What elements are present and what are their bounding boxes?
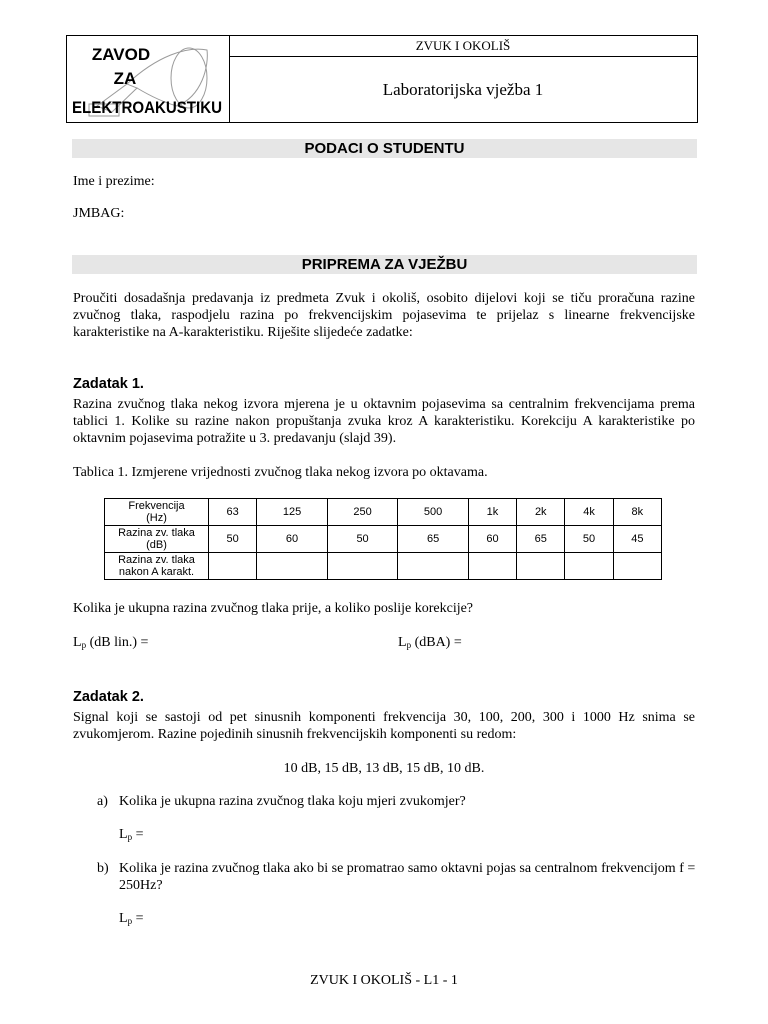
levels-line: 10 dB, 15 dB, 13 dB, 15 dB, 10 dB. [283, 761, 485, 776]
answer-cell[interactable] [327, 553, 398, 580]
answer-cell[interactable] [517, 553, 565, 580]
answer-cell[interactable] [468, 553, 516, 580]
table-row [105, 526, 662, 553]
table-caption: Tablica 1. Izmjerene vrijednosti zvučnog tlaka nekog izvora po oktavama. [73, 465, 488, 480]
logo-line-1: ZAVOD [91, 45, 151, 64]
table-cell: 8k [613, 499, 661, 526]
table-row [105, 499, 662, 526]
table-row [105, 553, 662, 580]
answer-b: $L_p$ = [119, 911, 144, 926]
question-a-text: Kolika je ukupna razina zvučnog tlaka koju mjeri zvukomjer? [119, 794, 466, 809]
task1-text: Razina zvučnog tlaka nekog izvora mjerena je u oktavnim pojasevima sa centralnim frekvencijama prema tablici 1. Kolike su razine nakon propuštanja zvuka kroz A karakteristiku. Korekciju A karakteristike po oktavnim pojasevima potražite u 3. predavanju (slajd 39). [73, 397, 695, 446]
header-box [66, 35, 698, 123]
answer-cell[interactable] [398, 553, 469, 580]
page-footer: ZVUK I OKOLIŠ - L1 - 1 [310, 973, 458, 988]
table-cell: 2k [517, 499, 565, 526]
subject-title: ZVUK I OKOLIŠ [229, 36, 697, 57]
lab-title: Laboratorijska vježba 1 [382, 80, 544, 99]
table-cell: 63 [209, 499, 257, 526]
table-cell: 65 [398, 526, 469, 553]
task2-title: Zadatak 2. [73, 689, 144, 705]
answer-cell[interactable] [565, 553, 613, 580]
logo-line-3: ELEKTROAKUSTIKU [72, 98, 222, 117]
section-title-student: PODACI O STUDENTU [72, 139, 697, 158]
institute-logo [67, 36, 230, 122]
question-a-marker: a) [97, 794, 108, 809]
table-cell: 50 [209, 526, 257, 553]
table-cell: 50 [327, 526, 398, 553]
table-cell: 60 [468, 526, 516, 553]
id-label: JMBAG: [73, 206, 125, 221]
task2-text: Signal koji se sastoji od pet sinusnih komponenti frekvencija 30, 100, 200, 300 i 1000 Hz snima se zvukomjerom. Razine pojedinih sinusnih frekvencijskih komponenti su redom: [73, 710, 695, 742]
answer-a: $L_p$ = [119, 827, 144, 842]
answer-cell[interactable] [613, 553, 661, 580]
task1-title: Zadatak 1. [73, 376, 144, 392]
table-cell: 4k [565, 499, 613, 526]
name-label: Ime i prezime: [73, 174, 155, 189]
section-title-preparation: PRIPREMA ZA VJEŽBU [72, 255, 697, 274]
question-b-text: Kolika je razina zvučnog tlaka ako bi se promatrao samo oktavni pojas sa centralnom frekvencijom f = 250Hz? [119, 861, 696, 893]
row-label-level: Razina zv. tlaka (dB) [105, 526, 209, 553]
table-cell: 500 [398, 499, 469, 526]
table-cell: 45 [613, 526, 661, 553]
table-cell: 250 [327, 499, 398, 526]
question-b-marker: b) [97, 861, 109, 876]
table-cell: 65 [517, 526, 565, 553]
task1-question: Kolika je ukupna razina zvučnog tlaka prije, a koliko poslije korekcije? [73, 601, 474, 616]
row-label-frequency: Frekvencija (Hz) [105, 499, 209, 526]
intro-paragraph: Proučiti dosadašnja predavanja iz predmeta Zvuk i okoliš, osobito dijelovi koji se tiču proračuna razine zvučnog tlaka, raspodjelu razina po frekvencijskim pojasevima te prijelaz s linearne frekvencijske karakteristike na A-karakteristiku. Riješite slijedeće zadatke: [73, 291, 695, 340]
table-cell: 50 [565, 526, 613, 553]
answer-cell[interactable] [209, 553, 257, 580]
logo-graphic [67, 36, 229, 122]
lp-dba-answer: $L_p$ (dBA) = [398, 635, 462, 650]
table-cell: 125 [257, 499, 328, 526]
table-cell: 60 [257, 526, 328, 553]
answer-cell[interactable] [257, 553, 328, 580]
lp-lin-answer: $L_p$ (dB lin.) = [73, 635, 149, 650]
logo-line-2: ZA [113, 69, 137, 88]
table-cell: 1k [468, 499, 516, 526]
row-label-a-level: Razina zv. tlaka nakon A karakt. [105, 553, 209, 580]
frequency-table [104, 498, 662, 580]
